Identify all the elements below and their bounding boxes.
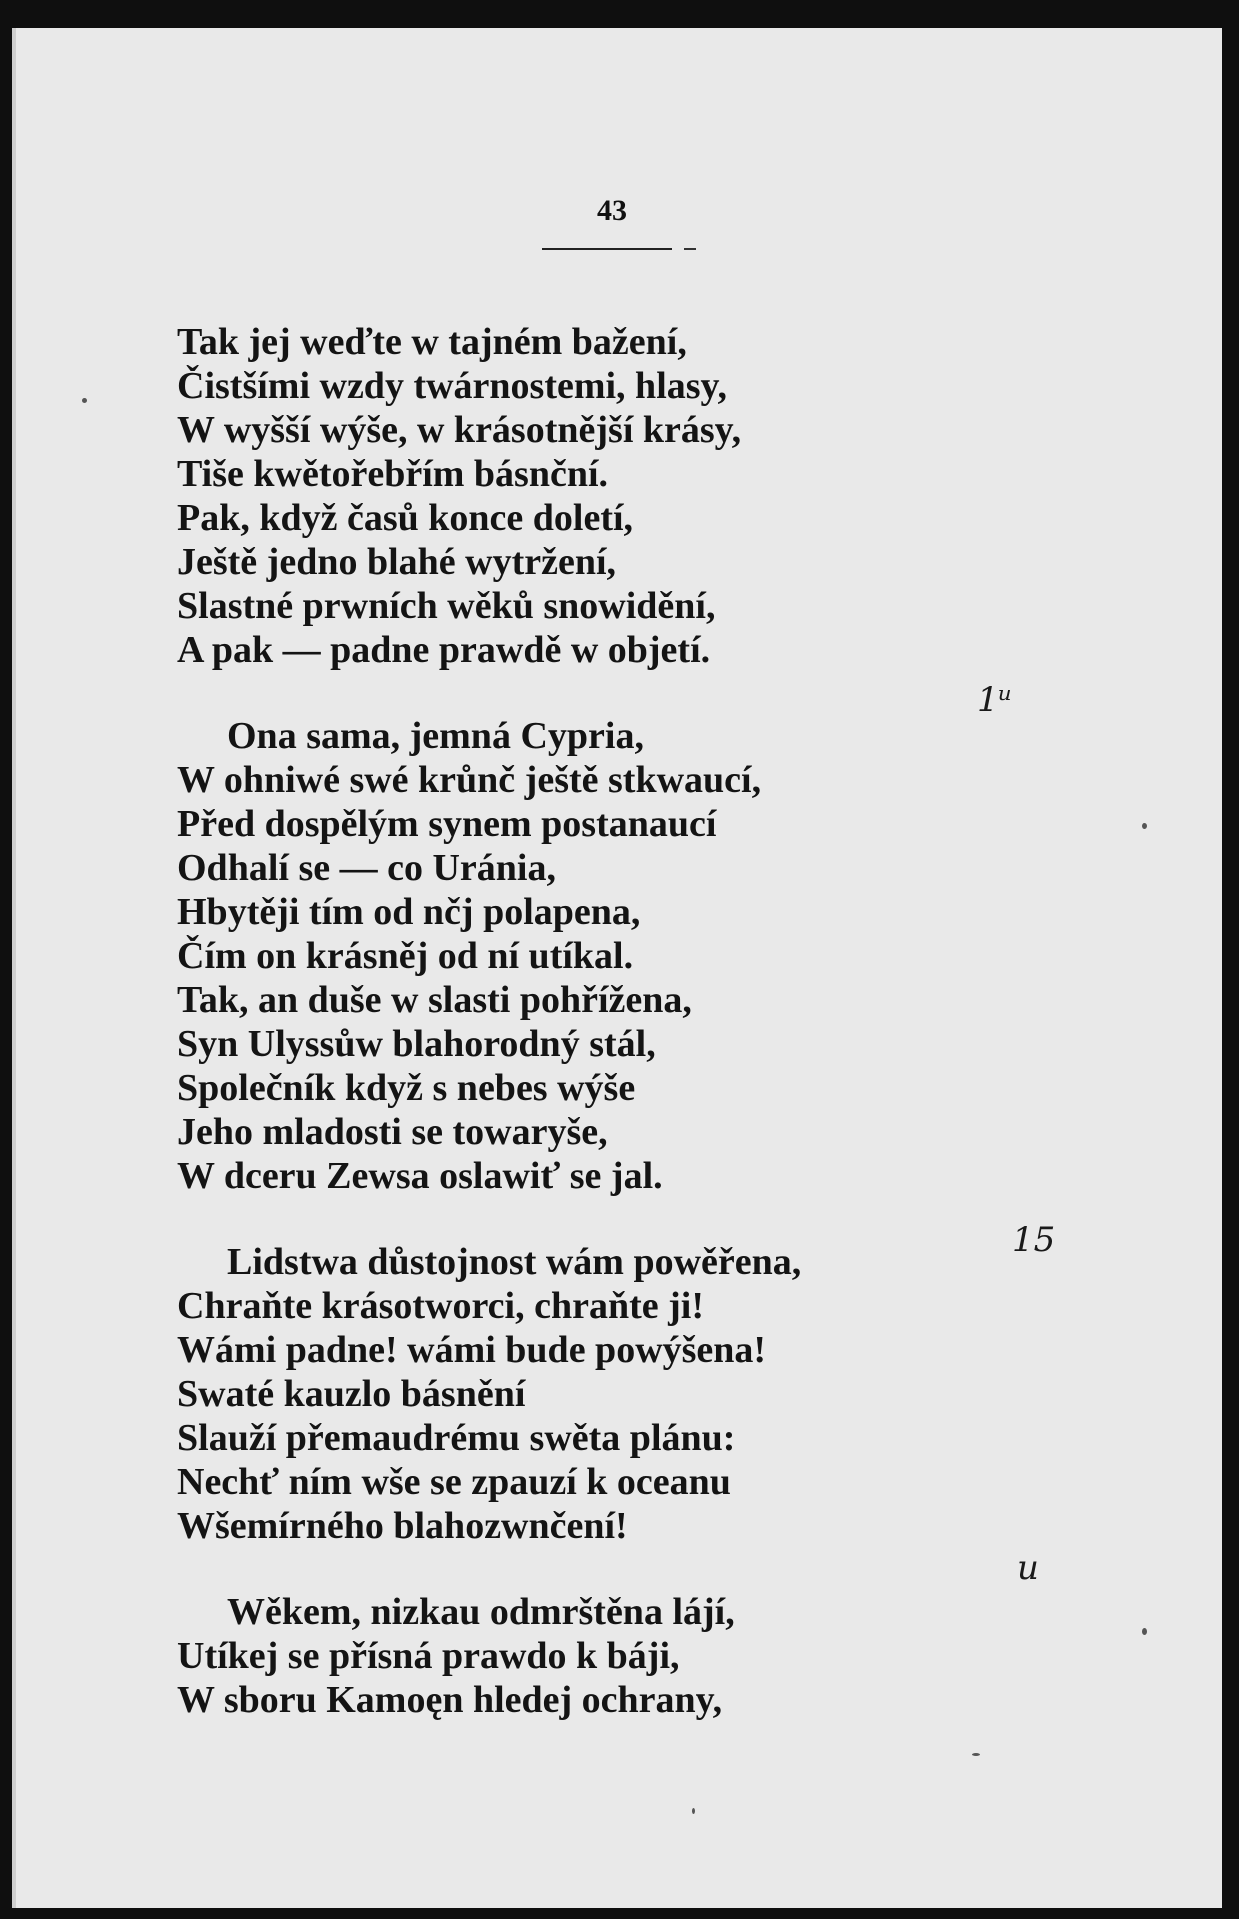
poem-line: Odhalí se — co Uránia, [177,847,556,889]
poem-line: Chraňte krásotworci, chraňte ji! [177,1285,704,1327]
poem-line: Pak, když časů konce doletí, [177,497,634,539]
poem-line: Společník když s nebes wýše [177,1067,636,1109]
stanza-4 [177,1590,977,1722]
poem-line: Syn Ulyssůw blahorodný stál, [177,1023,656,1065]
ink-speck [692,1808,695,1814]
poem-line: Tak, an duše w slasti pohřížena, [177,979,692,1021]
header-rule [542,248,672,250]
poem-line: Lidstwa důstojnost wám powěřena, [227,1241,802,1283]
header-rule-dash [684,248,696,250]
poem-line: Tak jej weďte w tajném bažení, [177,321,687,363]
book-page [12,28,1222,1908]
page-number: 43 [597,194,627,227]
poem-line: Swaté kauzlo básnění [177,1373,526,1415]
poem-line: Wšemírného blahozwnčení! [177,1505,628,1547]
ink-speck [1142,823,1147,829]
poem-line: Tiše kwětořebřím básnční. [177,453,609,495]
stanza-2 [177,714,977,1198]
ink-speck [1142,1628,1147,1635]
poem-line: Před dospělým synem postanaucí [177,803,717,845]
poem-text [177,320,977,1764]
margin-note: u [1017,1548,1039,1588]
poem-line: Hbytěji tím od nčj polapena, [177,891,641,933]
stanza-1 [177,320,977,672]
poem-line: Ona sama, jemná Cypria, [227,715,644,757]
poem-line: Wámi padne! wámi bude powýšena! [177,1329,767,1371]
margin-note: 15 [1012,1220,1056,1260]
poem-line: Nechť ním wše se zpauzí k oceanu [177,1461,731,1503]
ink-speck [972,1753,980,1756]
poem-line: Slastné prwních wěků snowidění, [177,585,716,627]
margin-note: 1ᵘ [977,680,1013,720]
poem-line: Čím on krásněj od ní utíkal. [177,935,634,977]
poem-line: W wyšší wýše, w krásotnější krásy, [177,409,742,451]
poem-line: W dceru Zewsa oslawiť se jal. [177,1155,663,1197]
poem-line: Jeho mladosti se towaryše, [177,1111,608,1153]
poem-line: Wěkem, nizkau odmrštěna lájí, [227,1591,735,1633]
page-edge [12,28,16,1908]
poem-line: W sboru Kamoęn hledej ochrany, [177,1679,723,1721]
poem-line: Slauží přemaudrému swěta plánu: [177,1417,736,1459]
poem-line: Čistšími wzdy twárnostemi, hlasy, [177,365,727,407]
poem-line: A pak — padne prawdě w objetí. [177,629,711,671]
poem-line: W ohniwé swé krůnč ještě stkwaucí, [177,759,762,801]
stanza-3 [177,1240,977,1548]
poem-line: Ještě jedno blahé wytržení, [177,541,617,583]
ink-speck [82,398,87,403]
poem-line: Utíkej se přísná prawdo k báji, [177,1635,680,1677]
